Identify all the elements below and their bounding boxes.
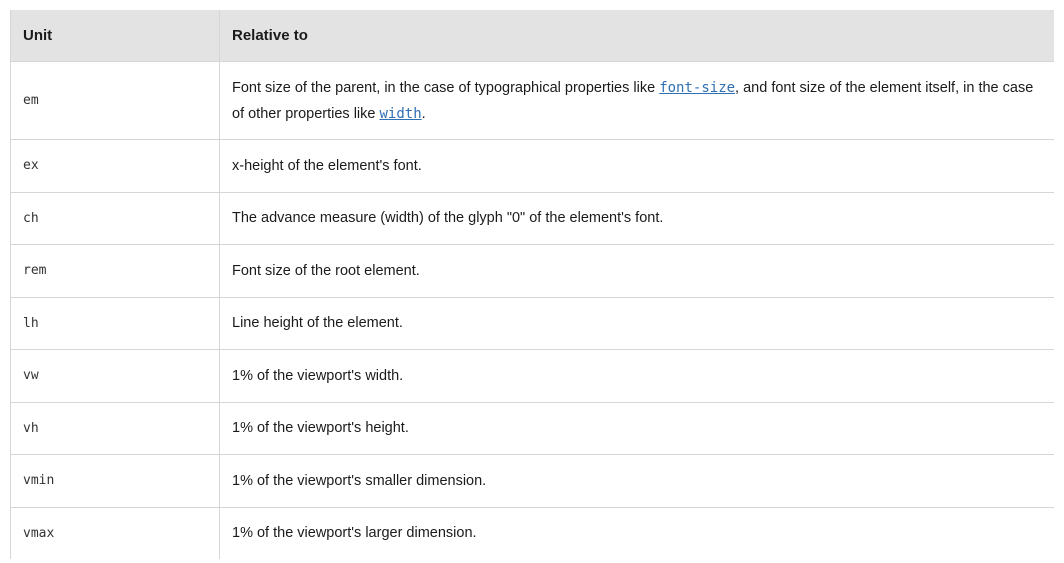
unit-code: rem: [23, 263, 47, 279]
unit-code: em: [23, 93, 39, 108]
description-cell: The advance measure (width) of the glyph "0" of the element's font.: [232, 210, 664, 227]
description-cell: 1% of the viewport's larger dimension.: [232, 525, 477, 542]
unit-code: lh: [23, 315, 39, 331]
header-relative-to: Relative to: [232, 26, 308, 44]
description-cell: 1% of the viewport's smaller dimension.: [232, 472, 487, 489]
table-row: [10, 298, 1054, 351]
description-cell: Line height of the element.: [232, 315, 403, 332]
unit-cell: [11, 245, 220, 297]
unit-cell: [11, 193, 220, 245]
unit-cell: [11, 140, 220, 192]
description-cell: x-height of the element's font.: [232, 157, 422, 174]
unit-code: ex: [23, 158, 39, 174]
table-row: [10, 455, 1054, 508]
description-text: [232, 75, 1042, 127]
font-size-link[interactable]: font-size: [659, 79, 736, 96]
unit-code: vmax: [23, 525, 55, 541]
table-header-row: [10, 10, 1054, 62]
description-text-part: , and font size of the element itself, in the case of other properties like: [232, 79, 1034, 122]
unit-cell: [11, 455, 220, 507]
table-row: [10, 193, 1054, 246]
table-row: [10, 508, 1054, 560]
table-row: [10, 62, 1054, 140]
table-row: [10, 140, 1054, 193]
unit-code: vw: [23, 368, 39, 384]
table-row: [10, 350, 1054, 403]
unit-code: vmin: [23, 473, 55, 489]
unit-cell: [11, 298, 220, 350]
unit-code: ch: [23, 210, 39, 226]
description-text-part: Font size of the parent, in the case of typographical properties like: [232, 79, 660, 96]
description-cell: 1% of the viewport's height.: [232, 420, 409, 437]
unit-code: vh: [23, 420, 39, 436]
table-row: [10, 403, 1054, 456]
unit-cell: [11, 62, 220, 139]
description-text-part: .: [421, 105, 426, 122]
description-cell: Font size of the root element.: [232, 262, 420, 279]
table-row: [10, 245, 1054, 298]
description-cell: 1% of the viewport's width.: [232, 367, 404, 384]
description-cell: [220, 62, 1054, 139]
css-units-table: [10, 10, 1054, 559]
width-link[interactable]: width: [379, 105, 422, 122]
unit-cell: [11, 403, 220, 455]
header-unit: Unit: [11, 10, 220, 61]
unit-cell: [11, 508, 220, 560]
unit-cell: [11, 350, 220, 402]
